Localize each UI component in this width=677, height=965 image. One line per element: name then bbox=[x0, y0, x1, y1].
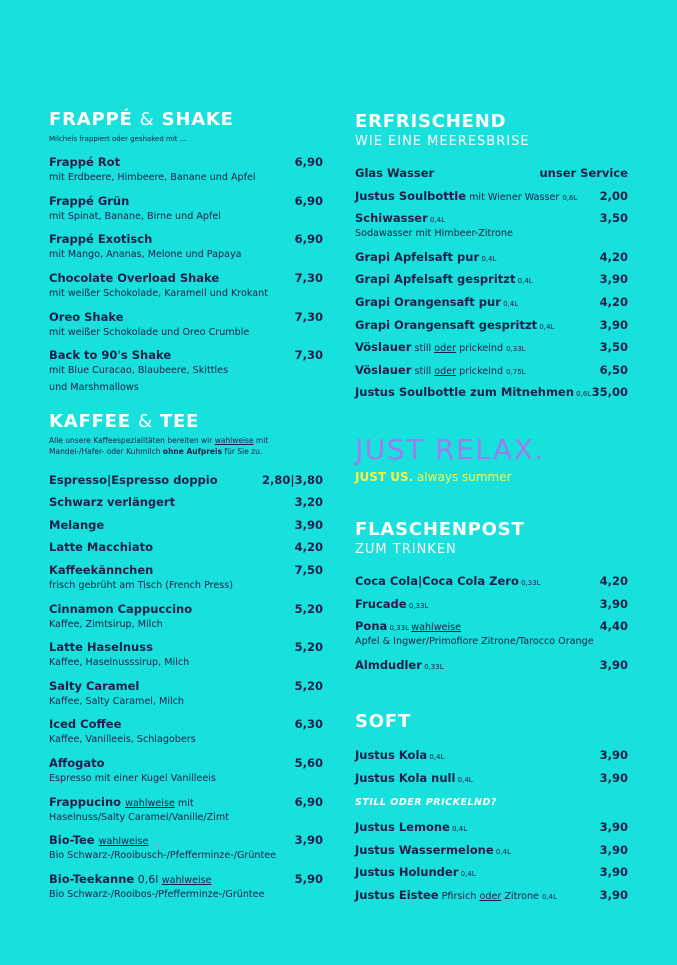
item-price: 3,90 bbox=[599, 820, 628, 834]
item-name: Justus Lemone bbox=[355, 820, 450, 834]
just-us-tagline: JUST US. always summer bbox=[355, 470, 512, 484]
menu-item: Pona 0,33L wahlweise 4,40 Apfel & Ingwer/Primofiore Zitrone/Tarocco Orange bbox=[355, 619, 628, 650]
item-name: Cinnamon Cappuccino bbox=[49, 602, 193, 616]
item-name: Latte Macchiato bbox=[49, 540, 154, 554]
item-name: Justus Kola bbox=[355, 748, 428, 762]
menu-item: Justus Holunder 0,4L 3,90 bbox=[355, 865, 628, 879]
menu-item: Grapi Apfelsaft gespritzt 0,4L 3,90 bbox=[355, 272, 628, 286]
item-name: Vöslauer bbox=[355, 340, 412, 354]
item-desc: mit weißer Schokolade, Karamell und Krokant bbox=[49, 288, 268, 299]
menu-item bbox=[49, 540, 323, 554]
item-desc: Kaffee, Vanilleeis, Schlagobers bbox=[49, 734, 196, 745]
item-desc: Haselnuss/Salty Caramel/Vanille/Zimt bbox=[49, 812, 229, 823]
menu-item bbox=[49, 310, 323, 341]
menu-item bbox=[49, 563, 323, 594]
item-desc: Espresso mit einer Kugel Vanilleeis bbox=[49, 773, 216, 784]
item-name: Espresso|Espresso doppio bbox=[49, 473, 218, 487]
item-price: 4,20 bbox=[599, 250, 628, 264]
item-name: Justus Soulbottle zum Mitnehmen bbox=[355, 385, 574, 399]
item-price: 3,90 bbox=[599, 658, 628, 672]
item-name: Melange bbox=[49, 518, 105, 532]
item-price: 3,20 bbox=[294, 495, 323, 509]
item-price: 6,90 bbox=[294, 232, 323, 246]
menu-item: Coca Cola|Coca Cola Zero 0,33L 4,20 bbox=[355, 574, 628, 588]
item-name: Bio-Teekanne bbox=[49, 872, 135, 886]
item-price: 3,50 bbox=[599, 211, 628, 225]
menu-item: Schiwasser 0,4L 3,50 Sodawasser mit Himbeer-Zitrone bbox=[355, 211, 628, 242]
item-name: Justus Kola null bbox=[355, 771, 456, 785]
menu-item bbox=[49, 679, 323, 710]
menu-item bbox=[355, 166, 628, 180]
still-oder-prickelnd-label: STILL ODER PRICKELND? bbox=[355, 797, 497, 808]
item-desc: Bio Schwarz-/Rooibusch-/Pfefferminze-/Grüntee bbox=[49, 850, 277, 861]
item-price: 3,90 bbox=[599, 888, 628, 902]
item-desc: Sodawasser mit Himbeer-Zitrone bbox=[355, 228, 513, 239]
item-price: 4,20 bbox=[294, 540, 323, 554]
item-name: Pona bbox=[355, 619, 388, 633]
menu-item: Justus Eistee Pfirsich oder Zitrone 0,4L 3,90 bbox=[355, 888, 628, 902]
item-desc: mit Erdbeere, Himbeere, Banane und Apfel bbox=[49, 172, 256, 183]
item-name: Frappé Exotisch bbox=[49, 232, 153, 246]
menu-item: Bio-Tee wahlweise 3,90 Bio Schwarz-/Rooibusch-/Pfefferminze-/Grüntee bbox=[49, 833, 323, 864]
menu-item: Justus Soulbottle zum Mitnehmen 0,6L 35,00 bbox=[355, 385, 628, 399]
item-name: Grapi Orangensaft pur bbox=[355, 295, 501, 309]
menu-item: Grapi Apfelsaft pur 0,4L 4,20 bbox=[355, 250, 628, 264]
menu-item bbox=[49, 495, 323, 509]
item-price: 3,90 bbox=[599, 865, 628, 879]
item-price: 5,20 bbox=[294, 679, 323, 693]
menu-item: Bio-Teekanne 0,6l wahlweise 5,90 Bio Schwarz-/Rooibos-/Pfefferminze-/Grüntee bbox=[49, 872, 323, 903]
item-price: 5,20 bbox=[294, 640, 323, 654]
menu-item bbox=[49, 348, 323, 396]
section-title-soft: SOFT bbox=[355, 711, 412, 732]
item-price: 3,90 bbox=[599, 843, 628, 857]
menu-item: Justus Lemone 0,4L 3,90 bbox=[355, 820, 628, 834]
item-name: Coca Cola|Coca Cola Zero bbox=[355, 574, 519, 588]
menu-item bbox=[49, 271, 323, 302]
item-price: 3,90 bbox=[599, 748, 628, 762]
item-price: 6,90 bbox=[294, 795, 323, 809]
item-name: Glas Wasser bbox=[355, 166, 435, 180]
item-price: 5,20 bbox=[294, 602, 323, 616]
item-name: Grapi Orangensaft gespritzt bbox=[355, 318, 538, 332]
section-title-frappe: FRAPPÉ & SHAKE bbox=[49, 109, 234, 130]
item-name: Iced Coffee bbox=[49, 717, 122, 731]
item-price: 6,50 bbox=[599, 363, 628, 377]
item-price: 6,90 bbox=[294, 155, 323, 169]
menu-item bbox=[49, 518, 323, 532]
menu-item: Frucade 0,33L 3,90 bbox=[355, 597, 628, 611]
menu-item bbox=[49, 640, 323, 671]
item-price: 4,20 bbox=[599, 295, 628, 309]
item-price: 3,90 bbox=[294, 518, 323, 532]
menu-item: Grapi Orangensaft gespritzt 0,4L 3,90 bbox=[355, 318, 628, 332]
item-desc: Kaffee, Haselnusssirup, Milch bbox=[49, 657, 190, 668]
item-desc: und Marshmallows bbox=[49, 382, 139, 393]
item-desc: Bio Schwarz-/Rooibos-/Pfefferminze-/Grüntee bbox=[49, 889, 265, 900]
item-price: 3,90 bbox=[599, 597, 628, 611]
menu-item: Almdudler 0,33L 3,90 bbox=[355, 658, 628, 672]
item-name: Justus Eistee bbox=[355, 888, 439, 902]
menu-item bbox=[49, 756, 323, 787]
item-price: 7,50 bbox=[294, 563, 323, 577]
item-price: unser Service bbox=[539, 166, 628, 180]
item-price: 3,90 bbox=[599, 771, 628, 785]
menu-item: Justus Kola null 0,4L 3,90 bbox=[355, 771, 628, 785]
frappe-note: Milcheis frappiert oder geshaked mit ... bbox=[49, 135, 187, 143]
item-price: 7,30 bbox=[294, 348, 323, 362]
item-name: Grapi Apfelsaft gespritzt bbox=[355, 272, 516, 286]
item-desc: Apfel & Ingwer/Primofiore Zitrone/Tarocco Orange bbox=[355, 636, 594, 647]
item-price: 7,30 bbox=[294, 310, 323, 324]
menu-item bbox=[49, 717, 323, 748]
section-title-flaschenpost: FLASCHENPOST bbox=[355, 519, 525, 540]
item-name: Kaffeekännchen bbox=[49, 563, 154, 577]
menu-item bbox=[49, 155, 323, 186]
section-title-kaffee: KAFFEE & TEE bbox=[49, 411, 200, 432]
item-name: Grapi Apfelsaft pur bbox=[355, 250, 480, 264]
section-title-erfrischend: ERFRISCHEND bbox=[355, 111, 507, 132]
item-desc: Kaffee, Zimtsirup, Milch bbox=[49, 619, 163, 630]
section-subtitle: ZUM TRINKEN bbox=[355, 542, 457, 557]
item-desc: mit Blue Curacao, Blaubeere, Skittles bbox=[49, 365, 229, 376]
item-name: Frappucino bbox=[49, 795, 122, 809]
menu-item: Frappucino wahlweise mit 6,90 Haselnuss/Salty Caramel/Vanille/Zimt bbox=[49, 795, 323, 826]
item-price: 3,50 bbox=[599, 340, 628, 354]
item-price: 2,00 bbox=[599, 189, 628, 203]
menu-item: Vöslauer still oder prickelnd 0,33L 3,50 bbox=[355, 340, 628, 354]
item-name: Frappé Rot bbox=[49, 155, 121, 169]
item-name: Salty Caramel bbox=[49, 679, 140, 693]
menu-item bbox=[49, 473, 323, 487]
item-name: Bio-Tee bbox=[49, 833, 95, 847]
item-price: 2,80|3,80 bbox=[262, 473, 323, 487]
item-name: Schwarz verlängert bbox=[49, 495, 176, 509]
item-name: Justus Wassermelone bbox=[355, 843, 494, 857]
item-price: 6,30 bbox=[294, 717, 323, 731]
item-name: Schiwasser bbox=[355, 211, 428, 225]
item-name: Justus Soulbottle bbox=[355, 189, 467, 203]
item-price: 3,90 bbox=[599, 318, 628, 332]
menu-item: Justus Wassermelone 0,4L 3,90 bbox=[355, 843, 628, 857]
item-name: Oreo Shake bbox=[49, 310, 124, 324]
item-price: 4,20 bbox=[599, 574, 628, 588]
item-desc: frisch gebrüht am Tisch (French Press) bbox=[49, 580, 233, 591]
item-desc: Kaffee, Salty Caramel, Milch bbox=[49, 696, 185, 707]
item-price: 4,40 bbox=[599, 619, 628, 633]
item-name: Almdudler bbox=[355, 658, 422, 672]
item-price: 6,90 bbox=[294, 194, 323, 208]
item-price: 5,60 bbox=[294, 756, 323, 770]
item-desc: mit weißer Schokolade und Oreo Crumble bbox=[49, 327, 250, 338]
kaffee-note: Alle unsere Kaffeespezialitäten bereiten wir wahlweise mit Mandel-/Hafer- oder Kuhmilch ohne Aufpreis für Sie zu. bbox=[49, 436, 269, 456]
item-name: Latte Haselnuss bbox=[49, 640, 153, 654]
item-name: Frappé Grün bbox=[49, 194, 130, 208]
item-price: 7,30 bbox=[294, 271, 323, 285]
menu-item bbox=[49, 602, 323, 633]
item-price: 3,90 bbox=[294, 833, 323, 847]
menu-item: Vöslauer still oder prickelnd 0,75L 6,50 bbox=[355, 363, 628, 377]
menu-item: Grapi Orangensaft pur 0,4L 4,20 bbox=[355, 295, 628, 309]
menu-item bbox=[49, 194, 323, 225]
item-price: 3,90 bbox=[599, 272, 628, 286]
item-price: 5,90 bbox=[294, 872, 323, 886]
item-name: Affogato bbox=[49, 756, 105, 770]
section-subtitle: WIE EINE MEERESBRISE bbox=[355, 134, 530, 149]
item-name: Vöslauer bbox=[355, 363, 412, 377]
item-name: Justus Holunder bbox=[355, 865, 459, 879]
item-name: Back to 90's Shake bbox=[49, 348, 172, 362]
menu-item: Justus Soulbottle mit Wiener Wasser 0,6L 2,00 bbox=[355, 189, 628, 203]
item-desc: mit Spinat, Banane, Birne und Apfel bbox=[49, 211, 221, 222]
just-relax-headline: JUST RELAX. bbox=[355, 433, 545, 466]
item-name: Frucade bbox=[355, 597, 407, 611]
item-name: Chocolate Overload Shake bbox=[49, 271, 220, 285]
item-price: 35,00 bbox=[591, 385, 628, 399]
item-desc: mit Mango, Ananas, Melone und Papaya bbox=[49, 249, 242, 260]
menu-item: Justus Kola 0,4L 3,90 bbox=[355, 748, 628, 762]
menu-item bbox=[49, 232, 323, 263]
